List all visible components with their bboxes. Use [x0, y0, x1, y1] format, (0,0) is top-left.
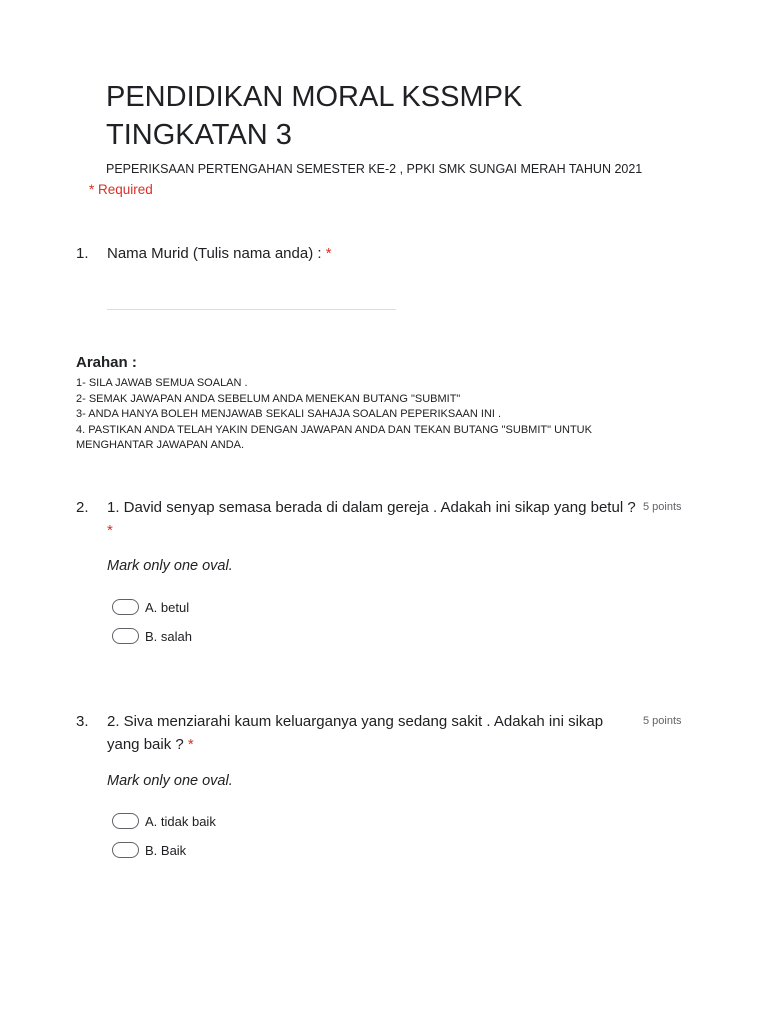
question-3-number: 3.: [76, 713, 89, 730]
form-title-line-2: TINGKATAN 3: [106, 119, 292, 151]
arahan-line: 3- ANDA HANYA BOLEH MENJAWAB SEKALI SAHAJA SOALAN PEPERIKSAAN INI .: [76, 408, 502, 420]
radio-oval[interactable]: [112, 628, 139, 644]
option-b-salah[interactable]: [112, 626, 192, 646]
question-2-text: 1. David senyap semasa berada di dalam gereja . Adakah ini sikap yang betul ?: [107, 499, 636, 516]
arahan-line: 4. PASTIKAN ANDA TELAH YAKIN DENGAN JAWAPAN ANDA DAN TEKAN BUTANG "SUBMIT" UNTUK: [76, 423, 592, 436]
question-3-text-line-2: yang baik ?: [107, 736, 188, 753]
arahan-line: MENGHANTAR JAWAPAN ANDA.: [76, 439, 245, 451]
option-label: B. salah: [145, 628, 192, 644]
required-note: * Required: [89, 182, 153, 197]
question-1-title: [107, 242, 332, 265]
question-3-text-line-1: 2. Siva menziarahi kaum keluarganya yang sedang sakit . Adakah ini sikap: [107, 713, 604, 730]
arahan-line: 2- SEMAK JAWAPAN ANDA SEBELUM ANDA MENEKAN BUTANG "SUBMIT": [76, 392, 461, 405]
option-label: A. betul: [145, 599, 190, 615]
question-2-number: 2.: [76, 499, 89, 516]
option-label: B. Baik: [145, 842, 187, 858]
arahan-title: Arahan :: [76, 354, 137, 371]
question-3-hint: Mark only one oval.: [107, 773, 233, 789]
form-title: [106, 78, 706, 154]
name-answer-field[interactable]: [107, 309, 396, 310]
option-a-betul[interactable]: [112, 597, 189, 617]
radio-oval[interactable]: [112, 813, 139, 829]
question-2-title: [107, 496, 637, 542]
radio-oval[interactable]: [112, 842, 139, 858]
question-1-text: Nama Murid (Tulis nama anda) :: [107, 245, 326, 262]
option-b-baik[interactable]: [112, 840, 186, 860]
form-title-line-1: PENDIDIKAN MORAL KSSMPK: [106, 81, 523, 113]
arahan-instructions: [76, 376, 636, 454]
question-3-title: [107, 710, 637, 756]
required-star: *: [187, 736, 194, 753]
required-star: *: [325, 245, 332, 262]
option-a-tidak-baik[interactable]: [112, 811, 216, 831]
question-2-hint: Mark only one oval.: [107, 558, 233, 574]
arahan-line: 1- SILA JAWAB SEMUA SOALAN .: [76, 377, 248, 389]
form-description: PEPERIKSAAN PERTENGAHAN SEMESTER KE-2 , PPKI SMK SUNGAI MERAH TAHUN 2021: [106, 162, 643, 176]
option-label: A. tidak baik: [145, 813, 216, 829]
question-1-number: 1.: [76, 245, 89, 262]
required-star: *: [107, 522, 113, 539]
radio-oval[interactable]: [112, 599, 139, 615]
question-2-points: 5 points: [643, 501, 682, 513]
question-3-points: 5 points: [643, 715, 682, 727]
